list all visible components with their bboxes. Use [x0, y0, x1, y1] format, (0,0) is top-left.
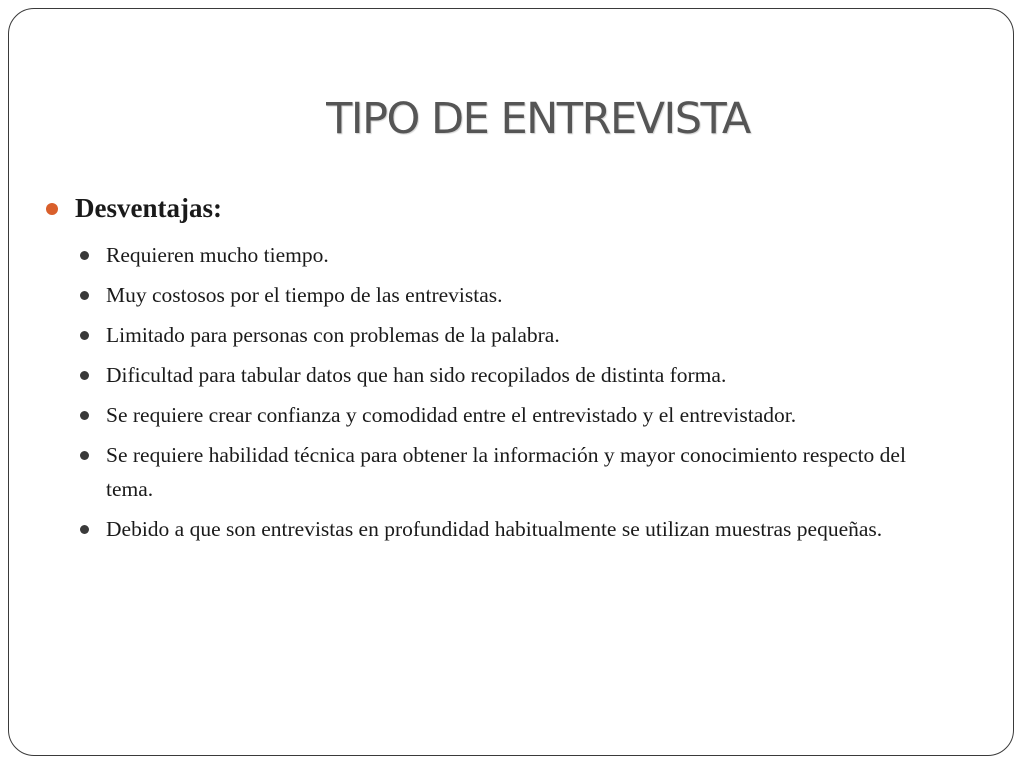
list-item-text: Muy costosos por el tiempo de las entrevistas.	[106, 283, 503, 307]
list-item	[80, 512, 946, 546]
section-heading-text: Desventajas:	[75, 193, 222, 223]
list-item	[80, 438, 946, 506]
orange-bullet-icon	[46, 203, 58, 215]
slide-title: TIPO DE ENTREVISTA	[326, 94, 750, 144]
bullet-dot-icon	[80, 411, 89, 420]
bullet-dot-icon	[80, 331, 89, 340]
list-item	[80, 398, 946, 432]
slide-content	[46, 193, 946, 552]
bullet-dot-icon	[80, 525, 89, 534]
bullet-dot-icon	[80, 371, 89, 380]
list-item	[80, 238, 946, 272]
list-item-text: Dificultad para tabular datos que han sido recopilados de distinta forma.	[106, 363, 727, 387]
list-item	[80, 358, 946, 392]
list-item-text: Se requiere crear confianza y comodidad entre el entrevistado y el entrevistador.	[106, 403, 797, 427]
bullet-dot-icon	[80, 451, 89, 460]
list-item-text: Requieren mucho tiempo.	[106, 243, 329, 267]
list-item-text: Debido a que son entrevistas en profundidad habitualmente se utilizan muestras pequeñas.	[106, 517, 883, 541]
list-item	[80, 278, 946, 312]
list-item-text: Limitado para personas con problemas de la palabra.	[106, 323, 560, 347]
bullet-list	[46, 238, 946, 546]
list-item-text: Se requiere habilidad técnica para obtener la información y mayor conocimiento respecto del tema.	[106, 443, 906, 501]
list-item	[80, 318, 946, 352]
bullet-dot-icon	[80, 291, 89, 300]
section-heading	[46, 193, 946, 224]
bullet-dot-icon	[80, 251, 89, 260]
